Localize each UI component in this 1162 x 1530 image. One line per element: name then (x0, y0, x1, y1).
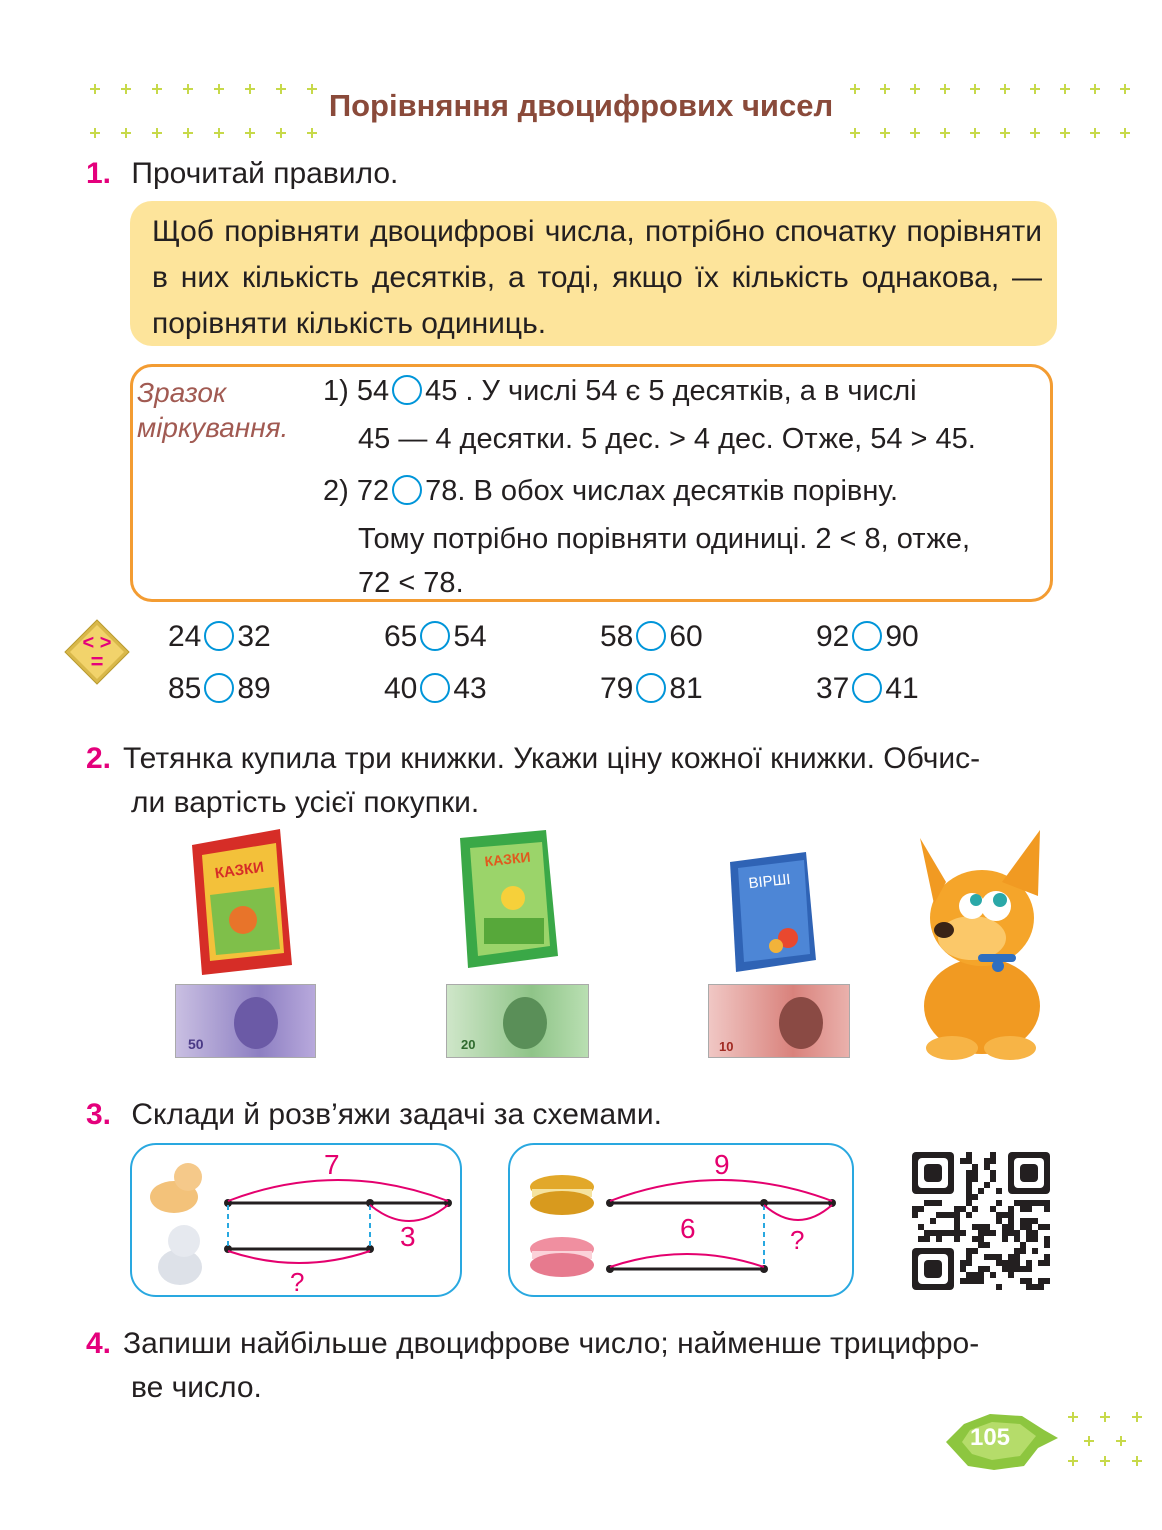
star-decoration (880, 128, 890, 138)
book-3-title: ВІРШІ (747, 870, 792, 893)
comparison-grid (168, 620, 968, 720)
example-1-line-2: 45 — 4 десятки. 5 дес. > 4 дес. Отже, 54 > 45. (358, 423, 976, 455)
comparison-item[interactable] (168, 620, 271, 654)
pair-left: 65 (384, 620, 418, 653)
example-2-line-1 (323, 467, 1053, 515)
compare-circle (392, 375, 422, 405)
dog-illustration (912, 826, 1062, 1062)
scheme-box-2 (508, 1143, 854, 1297)
banknote-20 (446, 984, 589, 1058)
task-2-number: 2. (86, 742, 112, 775)
answer-circle[interactable] (636, 673, 666, 703)
svg-text:< >: < > (82, 632, 112, 654)
compare-circle (392, 475, 422, 505)
example-2-start: 2) 72 (323, 475, 390, 507)
comparison-item[interactable] (816, 620, 919, 654)
page-number-badge (940, 1408, 1060, 1474)
pair-right: 89 (237, 672, 271, 705)
pair-right: 41 (885, 672, 919, 705)
star-decoration (1116, 1436, 1126, 1446)
star-decoration (307, 128, 317, 138)
answer-circle[interactable] (636, 621, 666, 651)
scheme-1-difference-label: 3 (400, 1221, 416, 1252)
star-decoration (970, 128, 980, 138)
task-2 (86, 737, 1066, 825)
comparison-item[interactable] (600, 620, 703, 654)
sample-reasoning-box (130, 364, 1053, 602)
pair-right: 81 (669, 672, 703, 705)
star-decoration (1060, 128, 1070, 138)
compare-signs-icon (64, 619, 130, 685)
star-decoration (214, 128, 224, 138)
example-1-start: 1) 54 (323, 375, 390, 407)
book-fairy-tales-green (458, 828, 560, 970)
answer-circle[interactable] (852, 673, 882, 703)
star-decoration (1100, 1456, 1110, 1466)
comparison-item[interactable] (816, 672, 919, 706)
book-1-title: КАЗКИ (213, 858, 265, 883)
task-1-number: 1. (86, 157, 112, 190)
task-4 (86, 1322, 1066, 1410)
bill-3-value: 10 (719, 1039, 734, 1054)
star-decoration (152, 128, 162, 138)
answer-circle[interactable] (420, 621, 450, 651)
answer-circle[interactable] (852, 621, 882, 651)
book-fairy-tales-red (188, 825, 294, 977)
task-3-number: 3. (86, 1098, 112, 1131)
star-decoration (1068, 1412, 1078, 1422)
task-2-text-1: Тетянка купила три книжки. Укажи ціну кожної книжки. Обчис- (123, 742, 981, 775)
star-decoration (90, 128, 100, 138)
answer-circle[interactable] (204, 621, 234, 651)
comparison-item[interactable] (384, 672, 487, 706)
task-4-line-1 (86, 1322, 1066, 1366)
task-4-line-2: ве число. (131, 1371, 262, 1404)
example-2-line-2: Тому потрібно порівняти одиниці. 2 < 8, отже, (358, 523, 971, 555)
star-decoration (940, 128, 950, 138)
star-decoration (1030, 128, 1040, 138)
star-decoration (183, 128, 193, 138)
bill-1-value: 50 (188, 1036, 204, 1052)
page-title: Порівняння двоцифрових чисел (328, 88, 834, 123)
star-decoration (1132, 1412, 1142, 1422)
star-decoration (245, 128, 255, 138)
example-2-line-3: 72 < 78. (358, 567, 464, 599)
pair-left: 24 (168, 620, 202, 653)
task-1-text: Прочитай правило. (131, 157, 399, 190)
pair-right: 32 (237, 620, 271, 653)
rule-text: Щоб порівняти двоцифрові числа, потрібно спочатку порівняти в них кількість десятків, а тоді, якщо їх кількість однакова, — порівняти кількість одиниць. (152, 215, 1042, 340)
answer-circle[interactable] (204, 673, 234, 703)
banknote-50 (175, 984, 316, 1058)
task-4-text-1: Запиши найбільше двоцифрове число; найменше трицифро- (123, 1327, 980, 1360)
sample-label-line-1: Зразок (137, 377, 227, 408)
comparison-item[interactable] (168, 672, 271, 706)
pair-left: 92 (816, 620, 850, 653)
page-number: 105 (969, 1424, 1011, 1451)
pair-right: 60 (669, 620, 703, 653)
star-row-second (80, 124, 1150, 144)
bill-2-value: 20 (461, 1037, 476, 1052)
pair-right: 90 (885, 620, 919, 653)
task-1-line (86, 152, 398, 196)
book-poems-blue (726, 850, 818, 974)
example-2-rest: 78. В обох числах десятків порівну. (425, 475, 899, 507)
svg-text:=: = (90, 649, 104, 674)
star-cluster-bottom (1060, 1412, 1160, 1472)
sample-example-1 (323, 367, 1053, 607)
scheme-2-total-label: 9 (714, 1149, 730, 1180)
example-1-line-1 (323, 367, 1053, 415)
star-decoration (1132, 1456, 1142, 1466)
qr-code[interactable] (912, 1152, 1050, 1290)
pair-left: 37 (816, 672, 850, 705)
star-decoration (910, 128, 920, 138)
scheme-2-question-label: ? (790, 1225, 805, 1255)
rule-box (130, 201, 1057, 346)
task-3-line (86, 1093, 662, 1137)
banknote-10 (708, 984, 850, 1058)
task-3-text: Склади й розв’яжи задачі за схемами. (131, 1098, 662, 1131)
star-decoration (1100, 1412, 1110, 1422)
comparison-item[interactable] (600, 672, 703, 706)
pair-left: 40 (384, 672, 418, 705)
scheme-2-part-label: 6 (680, 1213, 696, 1244)
task-4-number: 4. (86, 1327, 112, 1360)
star-decoration (1068, 1456, 1078, 1466)
star-decoration (121, 128, 131, 138)
comparison-item[interactable] (384, 620, 487, 654)
pair-right: 43 (453, 672, 487, 705)
sample-label (137, 375, 288, 445)
scheme-1-total-label: 7 (324, 1149, 340, 1180)
pair-left: 85 (168, 672, 202, 705)
task-2-line-2: ли вартість усієї покупки. (131, 786, 480, 819)
answer-circle[interactable] (420, 673, 450, 703)
scheme-box-1 (130, 1143, 462, 1297)
star-decoration (1120, 128, 1130, 138)
example-1-rest: 45 . У числі 54 є 5 десятків, а в числі (425, 375, 917, 407)
scheme-1-question-label: ? (290, 1267, 305, 1297)
star-decoration (850, 128, 860, 138)
pair-left: 79 (600, 672, 634, 705)
book-2-title: КАЗКИ (483, 848, 532, 870)
star-decoration (1000, 128, 1010, 138)
star-decoration (1090, 128, 1100, 138)
sample-label-line-2: міркування. (137, 412, 289, 443)
pair-left: 58 (600, 620, 634, 653)
task-2-line-1 (86, 737, 1066, 781)
star-decoration (1084, 1436, 1094, 1446)
pair-right: 54 (453, 620, 487, 653)
star-decoration (276, 128, 286, 138)
